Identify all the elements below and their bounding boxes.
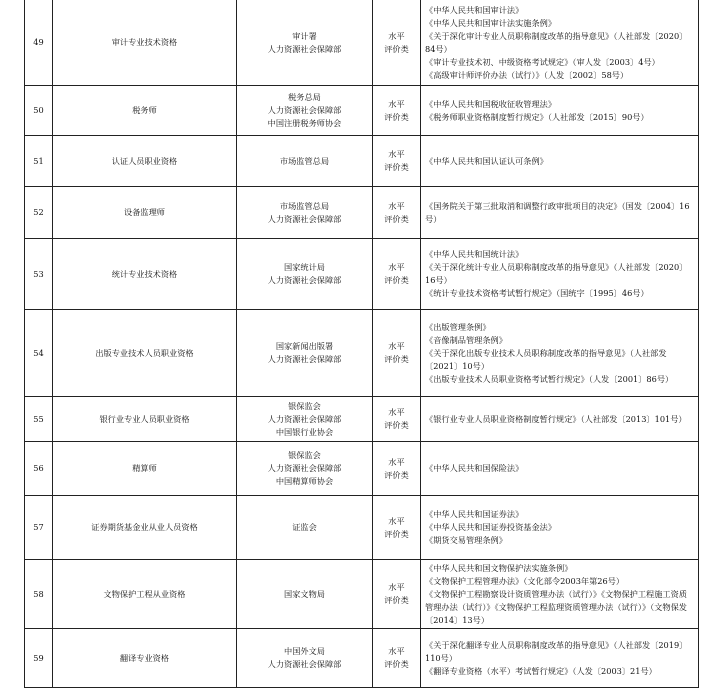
legal-basis-cell bbox=[421, 310, 699, 397]
legal-basis-cell bbox=[421, 629, 699, 688]
department-cell bbox=[237, 397, 373, 442]
table-row bbox=[25, 86, 699, 136]
category-line: 水平 bbox=[388, 341, 405, 351]
department-line: 中国注册税务师协会 bbox=[267, 118, 342, 128]
table-body bbox=[25, 0, 699, 688]
legal-basis-line: 《关于深化统计专业人员职称制度改革的指导意见》（人社部发〔2020〕16号） bbox=[425, 262, 688, 285]
legal-basis-line: 《关于深化翻译专业人员职称制度改革的指导意见》（人社部发〔2019〕110号） bbox=[425, 639, 688, 663]
category-line: 水平 bbox=[388, 149, 405, 159]
legal-basis-line: 《中华人民共和国审计法实施条例》 bbox=[425, 17, 557, 28]
department-line: 国家文物局 bbox=[284, 588, 325, 599]
category-line: 水平 bbox=[388, 456, 405, 467]
legal-basis-line: 《国务院关于第三批取消和调整行政审批项目的决定》（国发〔2004〕16号） bbox=[425, 200, 690, 224]
category-line: 评价类 bbox=[384, 528, 409, 539]
row-number-cell: 57 bbox=[25, 496, 53, 560]
legal-basis-cell bbox=[421, 239, 699, 310]
category-line: 评价类 bbox=[384, 213, 409, 224]
department-line: 人力资源社会保障部 bbox=[267, 413, 342, 424]
legal-basis-cell bbox=[421, 136, 699, 187]
legal-basis-cell bbox=[421, 86, 699, 136]
department-line: 银保监会 bbox=[288, 400, 321, 411]
legal-basis-cell bbox=[421, 397, 699, 442]
legal-basis-line: 《期货交易管理条例》 bbox=[425, 535, 507, 545]
category-cell bbox=[373, 310, 421, 397]
department-cell bbox=[237, 136, 373, 187]
category-line: 评价类 bbox=[384, 595, 409, 605]
department-line: 市场监管总局 bbox=[279, 200, 330, 211]
table-row bbox=[25, 187, 699, 239]
category-line: 水平 bbox=[388, 200, 405, 211]
department-line: 人力资源社会保障部 bbox=[267, 659, 342, 669]
category-line: 评价类 bbox=[384, 162, 409, 172]
department-line: 人力资源社会保障部 bbox=[267, 463, 342, 473]
legal-basis-cell bbox=[421, 187, 699, 239]
department-cell bbox=[237, 629, 373, 688]
qualification-name-cell: 文物保护工程从业资格 bbox=[53, 560, 237, 629]
legal-basis-line: 《统计专业技术资格考试暂行规定》（国统字〔1995〕46号） bbox=[425, 288, 649, 298]
row-number-cell: 55 bbox=[25, 397, 53, 442]
department-cell bbox=[237, 86, 373, 136]
table-row bbox=[25, 442, 699, 496]
department-cell bbox=[237, 310, 373, 397]
category-cell bbox=[373, 397, 421, 442]
department-line: 市场监管总局 bbox=[279, 155, 330, 166]
legal-basis-line: 《中华人民共和国统计法》 bbox=[425, 249, 524, 259]
table-row bbox=[25, 0, 699, 86]
qualification-name-cell: 审计专业技术资格 bbox=[53, 0, 237, 86]
category-line: 评价类 bbox=[384, 275, 409, 285]
department-line: 人力资源社会保障部 bbox=[267, 105, 342, 115]
legal-basis-line: 《审计专业技术初、中级资格考试规定》（审人发〔2003〕4号） bbox=[425, 56, 660, 67]
row-number-cell: 53 bbox=[25, 239, 53, 310]
category-cell bbox=[373, 86, 421, 136]
qualification-name-cell: 认证人员职业资格 bbox=[53, 136, 237, 187]
qualification-name-cell: 税务师 bbox=[53, 86, 237, 136]
department-cell bbox=[237, 0, 373, 86]
qualification-table bbox=[24, 0, 699, 688]
department-line: 人力资源社会保障部 bbox=[267, 213, 342, 224]
legal-basis-line: 《银行业专业人员职业资格制度暂行规定》（人社部发〔2013〕101号） bbox=[425, 413, 687, 424]
row-number-cell: 56 bbox=[25, 442, 53, 496]
row-number-cell: 51 bbox=[25, 136, 53, 187]
table-row bbox=[25, 239, 699, 310]
row-number-cell: 58 bbox=[25, 560, 53, 629]
category-cell bbox=[373, 136, 421, 187]
legal-basis-line: 《关于深化出版专业技术人员职称制度改革的指导意见》（人社部发〔2021〕10号） bbox=[425, 347, 667, 371]
qualification-name-cell: 设备监理师 bbox=[53, 187, 237, 239]
category-cell bbox=[373, 629, 421, 688]
category-line: 水平 bbox=[388, 646, 405, 656]
department-line: 证监会 bbox=[292, 522, 317, 532]
legal-basis-line: 《中华人民共和国认证认可条例》 bbox=[425, 155, 548, 166]
row-number-cell: 52 bbox=[25, 187, 53, 239]
row-number-cell: 54 bbox=[25, 310, 53, 397]
legal-basis-cell bbox=[421, 0, 699, 86]
department-cell bbox=[237, 187, 373, 239]
legal-basis-line: 《高级审计师评价办法（试行）》（人发〔2002〕58号） bbox=[425, 69, 629, 80]
legal-basis-line: 《中华人民共和国审计法》 bbox=[425, 4, 524, 15]
row-number-cell: 59 bbox=[25, 629, 53, 688]
category-cell bbox=[373, 496, 421, 560]
department-line: 税务总局 bbox=[288, 92, 321, 102]
category-cell bbox=[373, 560, 421, 629]
department-cell bbox=[237, 560, 373, 629]
legal-basis-line: 《文物保护工程管理办法》（文化部令2003年第26号） bbox=[425, 575, 625, 586]
qualification-name-cell: 精算师 bbox=[53, 442, 237, 496]
department-cell bbox=[237, 239, 373, 310]
legal-basis-line: 《中华人民共和国税收征收管理法》 bbox=[425, 98, 557, 109]
qualification-name-cell: 出版专业技术人员职业资格 bbox=[53, 310, 237, 397]
qualification-name-cell: 银行业专业人员职业资格 bbox=[53, 397, 237, 442]
qualification-name-cell: 统计专业技术资格 bbox=[53, 239, 237, 310]
category-line: 水平 bbox=[388, 98, 405, 109]
department-line: 人力资源社会保障部 bbox=[267, 354, 342, 364]
category-cell bbox=[373, 442, 421, 496]
legal-basis-line: 《文物保护工程勘察设计资质管理办法（试行）》《文物保护工程施工资质管理办法（试行）》《文物保护工程监理资质管理办法（试行）》（文物保发〔2014〕13号） bbox=[425, 588, 687, 625]
legal-basis-line: 《中华人民共和国保险法》 bbox=[425, 463, 524, 473]
legal-basis-line: 《中华人民共和国文物保护法实施条例》 bbox=[425, 562, 573, 573]
category-line: 水平 bbox=[388, 582, 405, 592]
department-line: 人力资源社会保障部 bbox=[267, 43, 342, 54]
category-cell bbox=[373, 187, 421, 239]
category-line: 评价类 bbox=[384, 354, 409, 364]
department-line: 人力资源社会保障部 bbox=[267, 275, 342, 285]
category-line: 水平 bbox=[388, 30, 405, 41]
table-row bbox=[25, 629, 699, 688]
category-line: 水平 bbox=[388, 515, 405, 526]
legal-basis-cell bbox=[421, 560, 699, 629]
table-row bbox=[25, 560, 699, 629]
legal-basis-line: 《翻译专业资格（水平）考试暂行规定》（人发〔2003〕21号） bbox=[425, 665, 657, 676]
department-cell bbox=[237, 496, 373, 560]
category-line: 评价类 bbox=[384, 659, 409, 669]
department-line: 中国精算师协会 bbox=[275, 476, 334, 486]
category-line: 评价类 bbox=[384, 420, 409, 430]
table-row bbox=[25, 136, 699, 187]
legal-basis-line: 《出版管理条例》 bbox=[425, 321, 491, 332]
department-line: 国家新闻出版署 bbox=[275, 341, 334, 351]
row-number-cell: 50 bbox=[25, 86, 53, 136]
department-line: 国家统计局 bbox=[284, 262, 325, 272]
row-number-cell: 49 bbox=[25, 0, 53, 86]
category-line: 水平 bbox=[388, 262, 405, 272]
category-line: 评价类 bbox=[384, 43, 409, 54]
legal-basis-line: 《中华人民共和国证券法》 bbox=[425, 509, 524, 519]
department-line: 银保监会 bbox=[288, 450, 321, 460]
legal-basis-line: 《音像制品管理条例》 bbox=[425, 334, 507, 345]
department-line: 中国外文局 bbox=[284, 646, 325, 656]
category-line: 评价类 bbox=[384, 111, 409, 122]
department-line: 审计署 bbox=[292, 30, 317, 41]
legal-basis-line: 《税务师职业资格制度暂行规定》（人社部发〔2015〕90号） bbox=[425, 111, 649, 122]
legal-basis-cell bbox=[421, 496, 699, 560]
table-row bbox=[25, 496, 699, 560]
department-line: 中国银行业协会 bbox=[275, 426, 334, 437]
category-line: 水平 bbox=[388, 407, 405, 417]
table-row bbox=[25, 397, 699, 442]
legal-basis-cell bbox=[421, 442, 699, 496]
category-cell bbox=[373, 0, 421, 86]
category-line: 评价类 bbox=[384, 469, 409, 480]
legal-basis-line: 《中华人民共和国证券投资基金法》 bbox=[425, 522, 557, 532]
qualification-name-cell: 翻译专业资格 bbox=[53, 629, 237, 688]
legal-basis-line: 《关于深化审计专业人员职称制度改革的指导意见》（人社部发〔2020〕84号） bbox=[425, 30, 688, 54]
category-cell bbox=[373, 239, 421, 310]
legal-basis-line: 《出版专业技术人员职业资格考试暂行规定》（人发〔2001〕86号） bbox=[425, 373, 674, 384]
department-cell bbox=[237, 442, 373, 496]
qualification-name-cell: 证券期货基金业从业人员资格 bbox=[53, 496, 237, 560]
table-row bbox=[25, 310, 699, 397]
